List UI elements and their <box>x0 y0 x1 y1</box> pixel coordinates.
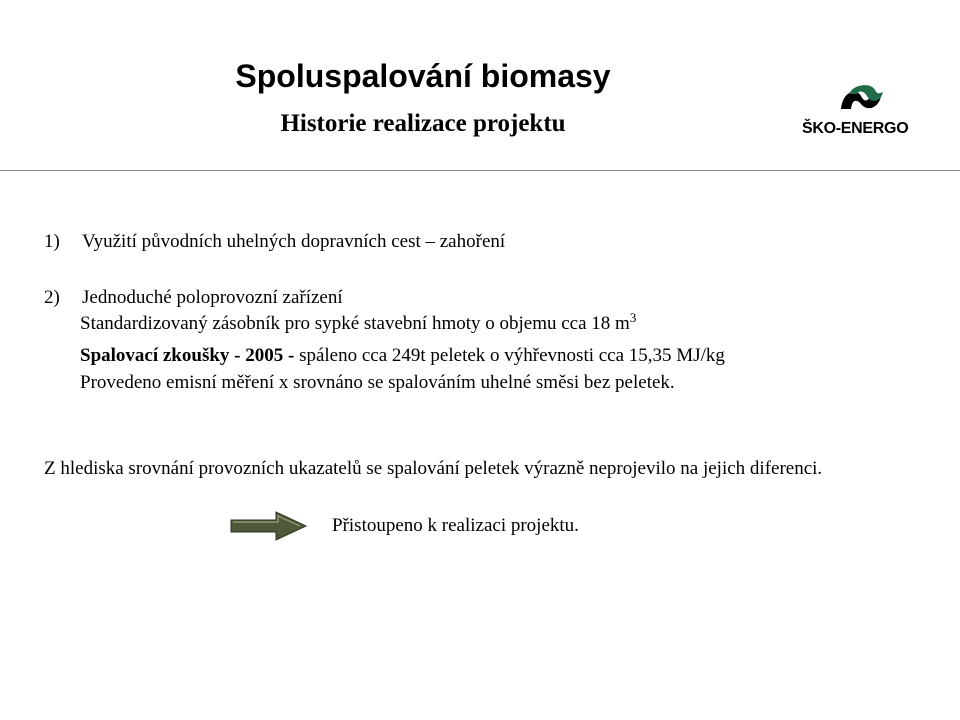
conclusion-paragraph: Z hlediska srovnání provozních ukazatelů se spalování peletek výrazně neprojevilo na jejich diferenci. <box>44 458 823 479</box>
list-item-1 <box>44 229 505 254</box>
list-item-text: Jednoduché poloprovozní zařízení <box>82 287 343 308</box>
slide-subtitle: Historie realizace projektu <box>280 110 566 137</box>
slide-title: Spoluspalování biomasy <box>235 58 611 94</box>
detail-line-emissions <box>80 370 675 395</box>
list-item-number: 2) <box>44 287 60 308</box>
list-item-number: 1) <box>44 231 60 252</box>
result-text: Přistoupeno k realizaci projektu. <box>332 515 579 536</box>
header-divider <box>0 170 960 171</box>
detail-line-container <box>80 311 636 336</box>
sko-energo-logo <box>802 82 924 142</box>
list-item-2 <box>44 285 343 310</box>
detail-line-bold: Spalovací zkoušky - 2005 - <box>80 345 295 366</box>
right-arrow-icon <box>230 510 308 542</box>
detail-line-text: spáleno cca 249t peletek o výhřevnosti cca 15,35 MJ/kg <box>294 345 725 366</box>
list-item-text: Využití původních uhelných dopravních cest – zahoření <box>82 231 506 252</box>
detail-line-tests <box>80 343 725 368</box>
sko-energo-logo-icon <box>837 82 887 118</box>
logo-text: ŠKO-ENERGO <box>802 120 909 137</box>
superscript: 3 <box>629 310 637 325</box>
detail-line-text: Provedeno emisní měření x srovnáno se spalováním uhelné směsi bez peletek. <box>80 372 675 393</box>
detail-line-text: Standardizovaný zásobník pro sypké stavební hmoty o objemu cca 18 m <box>80 313 630 334</box>
